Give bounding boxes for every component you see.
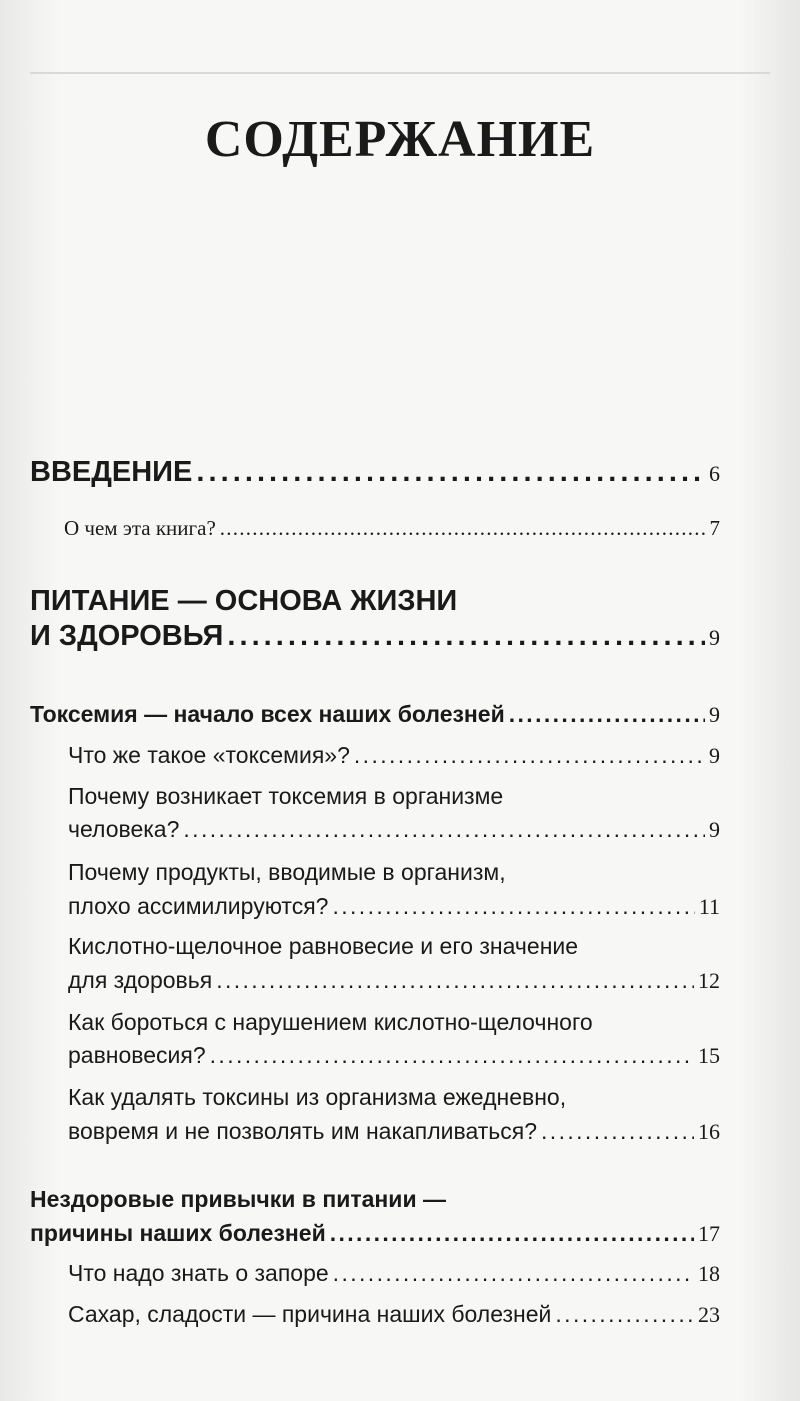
toc-entry-label: человека?	[68, 816, 180, 842]
toc-entry-fight-acid[interactable]	[68, 1044, 720, 1067]
toc-page-number: 16	[698, 1119, 720, 1144]
toc-page-number: 9	[709, 625, 720, 650]
toc-entry-label: ВВЕДЕНИЕ	[30, 456, 193, 488]
toc-entry-toxemia[interactable]	[30, 703, 720, 726]
toc-entry-why-toxemia[interactable]	[68, 818, 720, 841]
toc-entry-sugar[interactable]	[68, 1303, 720, 1326]
toc-entry-nutrition[interactable]	[30, 622, 720, 651]
toc-entry-remove-toxins[interactable]	[68, 1120, 720, 1143]
toc-entry-label: вовремя и не позволять им накапливаться?	[68, 1118, 538, 1144]
toc-entry-bad-habits-line1[interactable]: Нездоровые привычки в питании —	[30, 1186, 446, 1212]
toc-page-number: 17	[698, 1221, 720, 1246]
toc-entry-about[interactable]	[64, 518, 720, 539]
toc-page-number: 11	[698, 894, 720, 919]
toc-entry-label: О чем эта книга?	[64, 516, 216, 540]
leader-dots	[330, 1222, 694, 1245]
toc-entry-label: Сахар, сладости — причина наших болезней	[68, 1301, 552, 1327]
toc-page-number: 12	[698, 968, 720, 993]
toc-page-number: 6	[709, 461, 720, 486]
toc-entry-label: причины наших болезней	[30, 1220, 326, 1246]
toc-entry-label: равновесия?	[68, 1042, 206, 1068]
top-rule	[30, 72, 770, 74]
toc-entry-what-is-toxemia[interactable]	[68, 744, 720, 767]
toc-entry-label: для здоровья	[68, 967, 213, 993]
leader-dots	[220, 518, 706, 539]
page-title: СОДЕРЖАНИЕ	[204, 111, 596, 168]
toc-entry-why-products-line1[interactable]: Почему продукты, вводимые в организм,	[68, 859, 506, 885]
toc-entry-why-products[interactable]	[68, 895, 720, 918]
toc-entry-bad-habits[interactable]	[30, 1222, 720, 1245]
toc-page-number: 7	[709, 516, 720, 540]
leader-dots	[509, 703, 705, 726]
toc-entry-intro[interactable]	[30, 458, 720, 487]
leader-dots	[332, 895, 694, 918]
toc-entry-label: Токсемия — начало всех наших болезней	[30, 701, 505, 727]
toc-page-number: 9	[709, 702, 720, 727]
toc-page-number: 15	[698, 1043, 720, 1068]
toc-entry-why-toxemia-line1[interactable]: Почему возникает токсемия в организме	[68, 783, 504, 809]
toc-entry-label: Что надо знать о запоре	[68, 1260, 329, 1286]
toc-entry-label: Что же такое «токсемия»?	[68, 742, 350, 768]
toc-entry-fight-acid-line1[interactable]: Как бороться с нарушением кислотно-щелочного	[68, 1009, 593, 1035]
toc-entry-remove-toxins-line1[interactable]: Как удалять токсины из организма ежедневно,	[68, 1084, 567, 1110]
toc-entry-acid-base-line1[interactable]: Кислотно-щелочное равновесие и его значение	[68, 933, 579, 959]
leader-dots	[196, 458, 705, 487]
toc-page-number: 9	[709, 817, 720, 842]
toc-entry-acid-base[interactable]	[68, 969, 720, 992]
toc-page-number: 23	[698, 1302, 720, 1327]
toc-entry-constipation[interactable]	[68, 1262, 720, 1285]
toc-entry-label: плохо ассимилируются?	[68, 893, 329, 919]
toc-entry-nutrition-line1[interactable]: ПИТАНИЕ — ОСНОВА ЖИЗНИ	[30, 585, 458, 617]
leader-dots	[183, 818, 705, 841]
leader-dots	[210, 1044, 694, 1067]
toc-entry-label: И ЗДОРОВЬЯ	[30, 620, 224, 652]
leader-dots	[216, 969, 694, 992]
leader-dots	[227, 622, 705, 651]
toc-page-number: 9	[709, 743, 720, 768]
leader-dots	[541, 1120, 694, 1143]
toc-page-number: 18	[698, 1261, 720, 1286]
leader-dots	[354, 744, 705, 767]
leader-dots	[555, 1303, 694, 1326]
leader-dots	[333, 1262, 694, 1285]
